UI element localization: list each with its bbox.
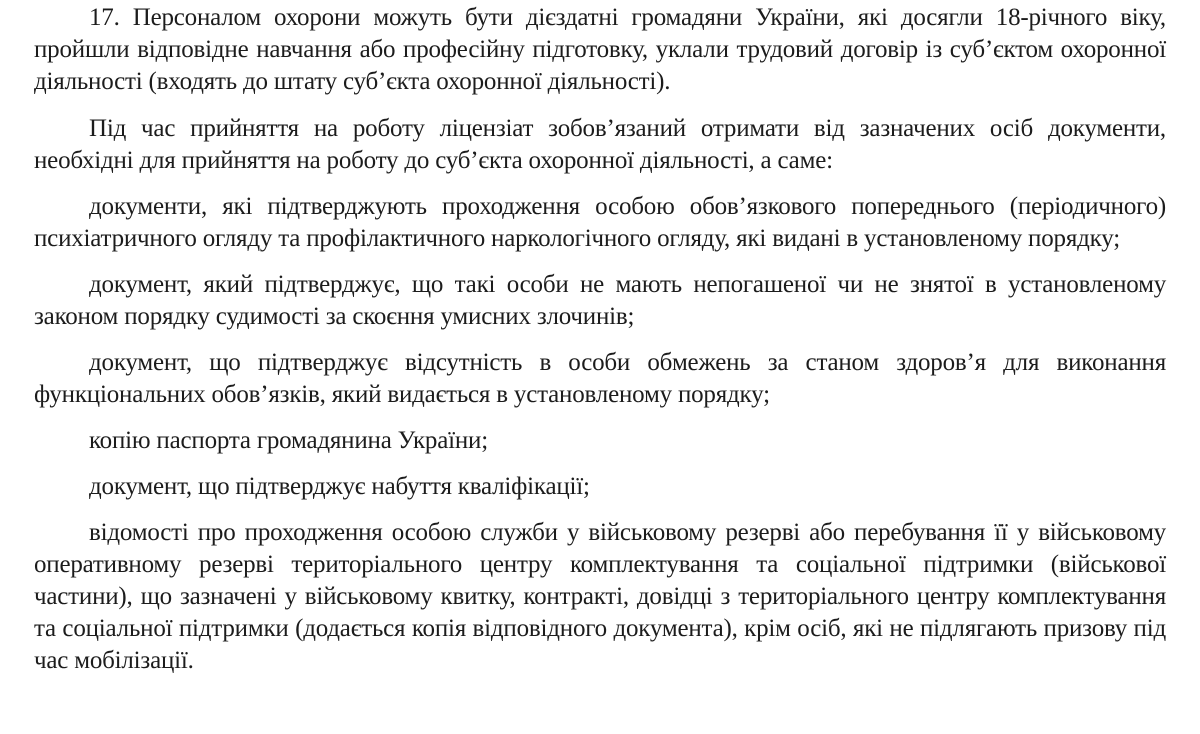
list-item-passport-copy: копію паспорта громадянина України; [89, 427, 488, 454]
paragraph-17-personnel-requirements: 17. Персоналом охорони можуть бути дієздатні громадяни України, які досягли 18-річного віку, пройшли відповідне навчання або професійну підготовку, уклали трудовий договір із суб’єктом охоронної діяльності (входять до штату суб’єкта охоронної діяльності). [34, 4, 1166, 95]
list-item-medical-examination-documents: документи, які підтверджують проходження особою обов’язкового попереднього (періодичного) психіатричного огляду та профілактичного наркологічного огляду, які видані в установленому порядку; [34, 193, 1166, 252]
list-item-qualification-document: документ, що підтверджує набуття кваліфікації; [89, 473, 590, 500]
list-item-military-reserve-information: відомості про проходження особою служби у військовому резерві або перебування її у військовому оперативному резерві територіального центру комплектування та соціальної підтримки (військової частини), що зазначені у військовому квитку, контракті, довідці з територіального центру комплектування та соціальної підтримки (додається копія відповідного документа), крім осіб, які не підлягають призову під час мобілізації. [34, 519, 1166, 674]
paragraph-hiring-documents-intro: Під час прийняття на роботу ліцензіат зобов’язаний отримати від зазначених осіб документи, необхідні для прийняття на роботу до суб’єкта охоронної діяльності, а саме: [34, 115, 1166, 174]
list-item-health-restrictions-document: документ, що підтверджує відсутність в особи обмежень за станом здоров’я для виконання функціональних обов’язків, який видається в установленому порядку; [34, 349, 1166, 408]
list-item-no-criminal-record-document: документ, який підтверджує, що такі особи не мають непогашеної чи не знятої в установленому законом порядку судимості за скоєння умисних злочинів; [34, 271, 1166, 330]
